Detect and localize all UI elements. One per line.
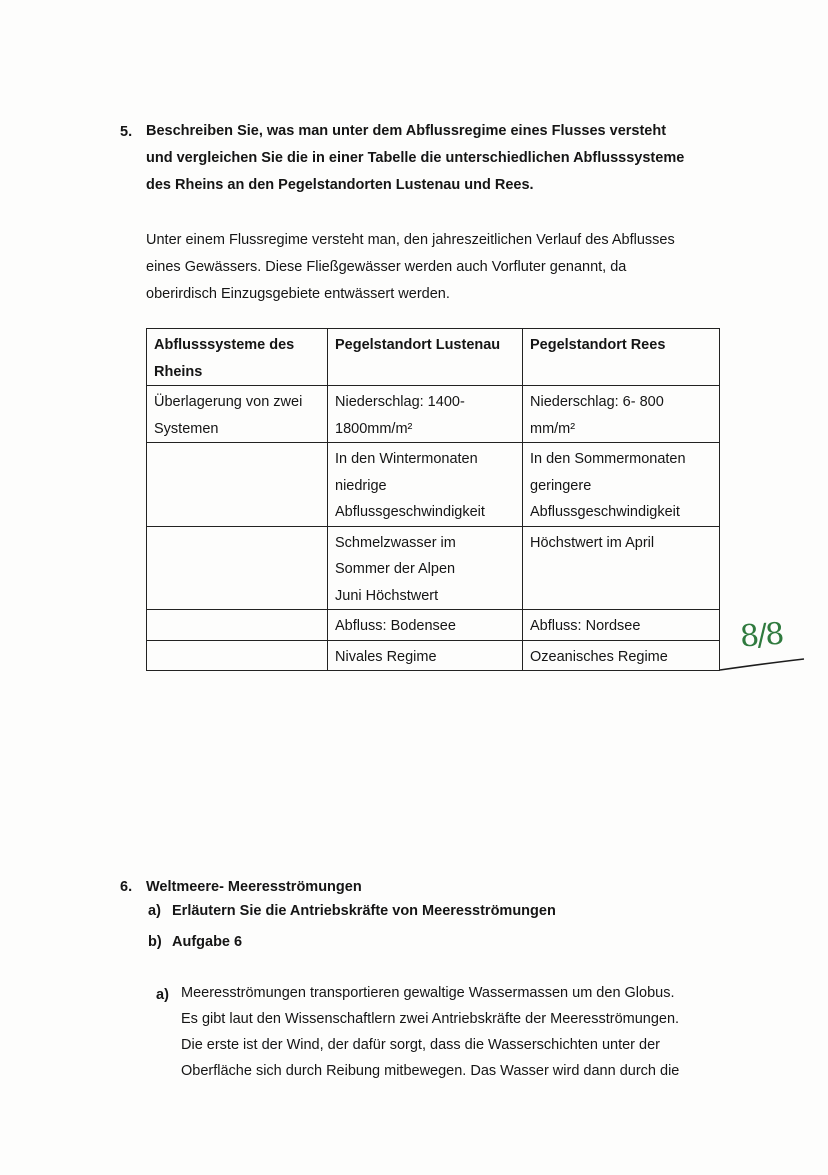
subtask-a xyxy=(148,903,556,919)
cell-text: Überlagerung von zwei xyxy=(154,394,303,410)
handwritten-grade: 8/8 xyxy=(738,616,784,655)
table-cell xyxy=(147,443,328,527)
cell-text: Abflussgeschwindigkeit xyxy=(530,504,680,520)
question-5-line: Beschreiben Sie, was man unter dem Abflussregime eines Flusses versteht xyxy=(146,123,667,139)
question-5-number: 5. xyxy=(120,124,133,140)
table-cell xyxy=(523,443,720,527)
answer-line: Unter einem Flussregime versteht man, den jahreszeitlichen Verlauf des Abflusses xyxy=(146,232,675,248)
table-row xyxy=(147,526,720,610)
cell-text: Niederschlag: 1400- xyxy=(335,394,465,410)
question-5-text xyxy=(146,118,684,199)
table-row xyxy=(147,443,720,527)
table-header-cell xyxy=(147,329,328,386)
answer-line: oberirdisch Einzugsgebiete entwässert werden. xyxy=(146,286,450,302)
subtask-label: b) xyxy=(148,934,162,950)
question-5-line: des Rheins an den Pegelstandorten Lustenau und Rees. xyxy=(146,177,534,193)
table-cell xyxy=(328,526,523,610)
table-cell xyxy=(328,386,523,443)
table-cell xyxy=(328,640,523,671)
cell-text: Nivales Regime xyxy=(335,648,437,665)
answer-a-label: a) xyxy=(156,987,169,1003)
cell-text: Sommer der Alpen xyxy=(335,561,456,577)
cell-text: Höchstwert im April xyxy=(530,534,655,551)
cell-text: Abfluss: Bodensee xyxy=(335,618,456,634)
table-row xyxy=(147,386,720,443)
cell-text: Juni Höchstwert xyxy=(335,587,439,604)
cell-text: Systemen xyxy=(154,420,219,437)
table-cell xyxy=(147,526,328,610)
question-6-title: Weltmeere- Meeresströmungen xyxy=(146,879,362,895)
table-header-row xyxy=(147,329,720,386)
answer-line: Die erste ist der Wind, der dafür sorgt, dass die Wasserschichten unter der xyxy=(181,1037,660,1053)
answer-line: Es gibt laut den Wissenschaftlern zwei Antriebskräfte der Meeresströmungen. xyxy=(181,1011,680,1027)
table-header-cell xyxy=(523,329,720,386)
table-cell xyxy=(523,640,720,671)
cell-text: mm/m² xyxy=(530,420,576,437)
grade-underline xyxy=(718,656,808,676)
header-text: Pegelstandort Lustenau xyxy=(335,337,501,353)
header-text: Abflusssysteme des xyxy=(154,337,295,353)
cell-text: geringere xyxy=(530,477,592,494)
table-row xyxy=(147,640,720,671)
cell-text: 1800mm/m² xyxy=(335,420,413,437)
cell-text: Ozeanisches Regime xyxy=(530,648,668,665)
question-5-line: und vergleichen Sie die in einer Tabelle die unterschiedlichen Abflusssysteme xyxy=(146,150,685,166)
subtask-b xyxy=(148,934,242,950)
question-6-answer xyxy=(181,980,679,1084)
table-cell xyxy=(523,526,720,610)
subtask-text: Erläutern Sie die Antriebskräfte von Meeresströmungen xyxy=(172,903,556,919)
answer-line: Meeresströmungen transportieren gewaltige Wassermassen um den Globus. xyxy=(181,985,675,1001)
cell-text: niedrige xyxy=(335,477,387,494)
table-cell xyxy=(147,640,328,671)
cell-text: Abfluss: Nordsee xyxy=(530,618,641,634)
table-cell xyxy=(328,610,523,641)
table-cell xyxy=(147,610,328,641)
question-6-number: 6. xyxy=(120,879,133,895)
cell-text: Niederschlag: 6- 800 xyxy=(530,394,664,410)
table-cell xyxy=(147,386,328,443)
cell-text: In den Wintermonaten xyxy=(335,451,478,467)
table-cell xyxy=(523,610,720,641)
header-text: Pegelstandort Rees xyxy=(530,337,666,353)
cell-text: Abflussgeschwindigkeit xyxy=(335,504,485,520)
table-header-cell xyxy=(328,329,523,386)
cell-text: Schmelzwasser im xyxy=(335,534,456,551)
runoff-comparison-table xyxy=(146,328,720,671)
header-text: Rheins xyxy=(154,363,203,380)
answer-line: eines Gewässers. Diese Fließgewässer werden auch Vorfluter genannt, da xyxy=(146,259,627,275)
subtask-text: Aufgabe 6 xyxy=(172,934,243,950)
table-cell xyxy=(523,386,720,443)
question-5-answer xyxy=(146,227,675,308)
table-row xyxy=(147,610,720,641)
cell-text: In den Sommermonaten xyxy=(530,451,686,467)
table-cell xyxy=(328,443,523,527)
subtask-label: a) xyxy=(148,903,161,919)
answer-line: Oberfläche sich durch Reibung mitbewegen. Das Wasser wird dann durch die xyxy=(181,1063,680,1079)
